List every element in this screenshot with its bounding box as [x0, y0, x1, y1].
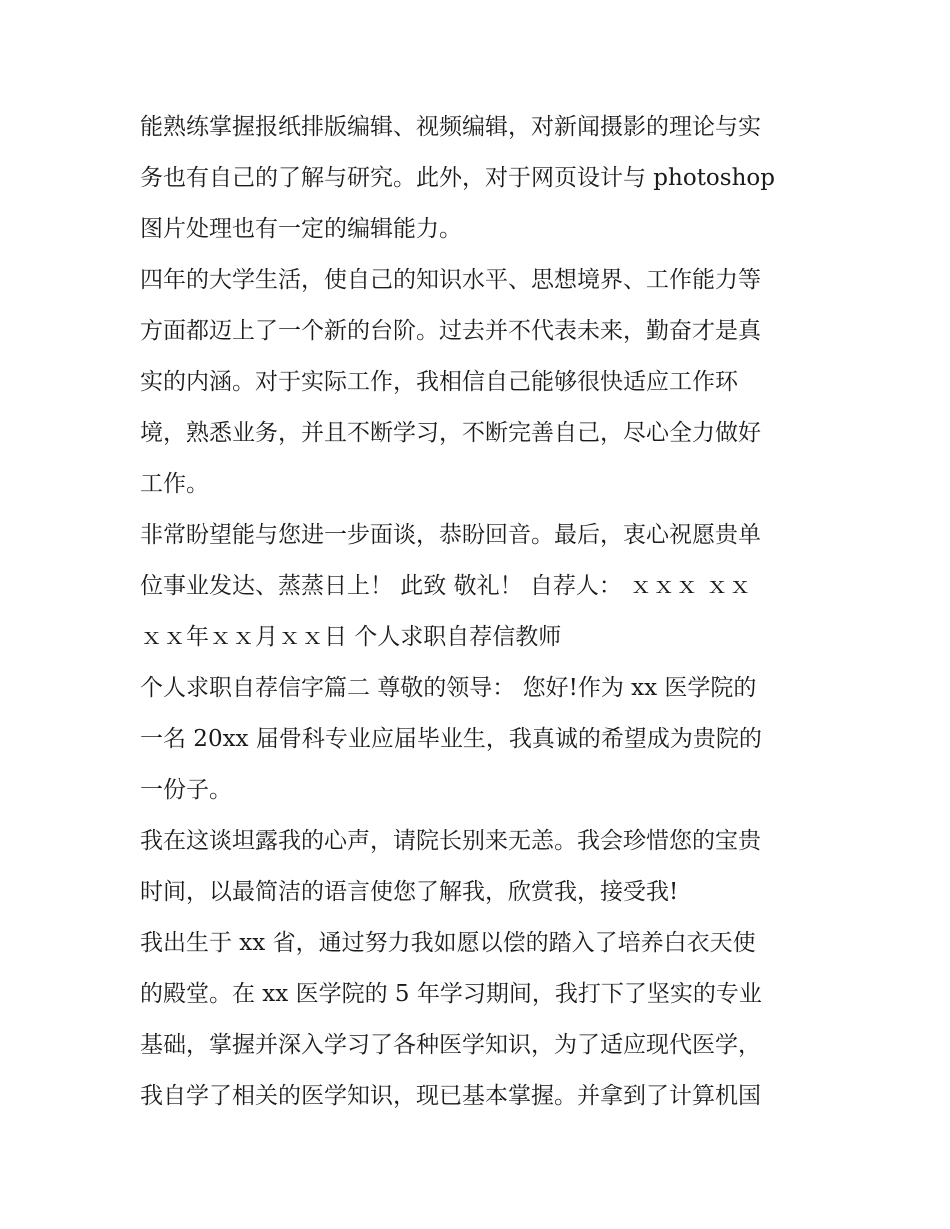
- text-line: 我在这谈坦露我的心声，请院长别来无恙。我会珍惜您的宝贵: [140, 828, 761, 854]
- text-line: 基础，掌握并深入学习了各种医学知识，为了适应现代医学，: [140, 1032, 761, 1058]
- text-line: 我自学了相关的医学知识，现已基本掌握。并拿到了计算机国: [140, 1083, 761, 1109]
- document-body: [140, 102, 820, 1122]
- text-line: 务也有自己的了解与研究。此外，对于网页设计与 photoshop: [140, 165, 775, 191]
- text-line: 境，熟悉业务，并且不断学习，不断完善自己，尽心全力做好: [140, 420, 761, 446]
- text-line: 时间，以最简洁的语言使您了解我，欣赏我，接受我!: [140, 879, 679, 905]
- text-line: 一份子。: [140, 777, 232, 803]
- text-line: 能熟练掌握报纸排版编辑、视频编辑，对新闻摄影的理论与实: [140, 114, 761, 140]
- text-line: 的殿堂。在 xx 医学院的 5 年学习期间，我打下了坚实的专业: [140, 981, 762, 1007]
- text-line: 我出生于 xx 省，通过努力我如愿以偿的踏入了培养白衣天使: [140, 930, 756, 956]
- text-line: 一名 20xx 届骨科专业应届毕业生，我真诚的希望成为贵院的: [140, 726, 762, 752]
- text-line: 非常盼望能与您进一步面谈，恭盼回音。最后，衷心祝愿贵单: [140, 522, 761, 548]
- text-line: 位事业发达、蒸蒸日上！ 此致 敬礼！ 自荐人： ｘｘｘ ｘｘ: [140, 573, 752, 599]
- text-line: 方面都迈上了一个新的台阶。过去并不代表未来，勤奋才是真: [140, 318, 761, 344]
- text-line: 个人求职自荐信字篇二 尊敬的领导： 您好!作为 xx 医学院的: [140, 675, 757, 701]
- text-line: ｘｘ年ｘｘ月ｘｘ日 个人求职自荐信教师: [140, 624, 562, 650]
- text-line: 四年的大学生活，使自己的知识水平、思想境界、工作能力等: [140, 267, 761, 293]
- text-line: 实的内涵。对于实际工作，我相信自己能够很快适应工作环: [140, 369, 738, 395]
- text-line: 图片处理也有一定的编辑能力。: [140, 216, 462, 242]
- text-line: 工作。: [140, 471, 209, 497]
